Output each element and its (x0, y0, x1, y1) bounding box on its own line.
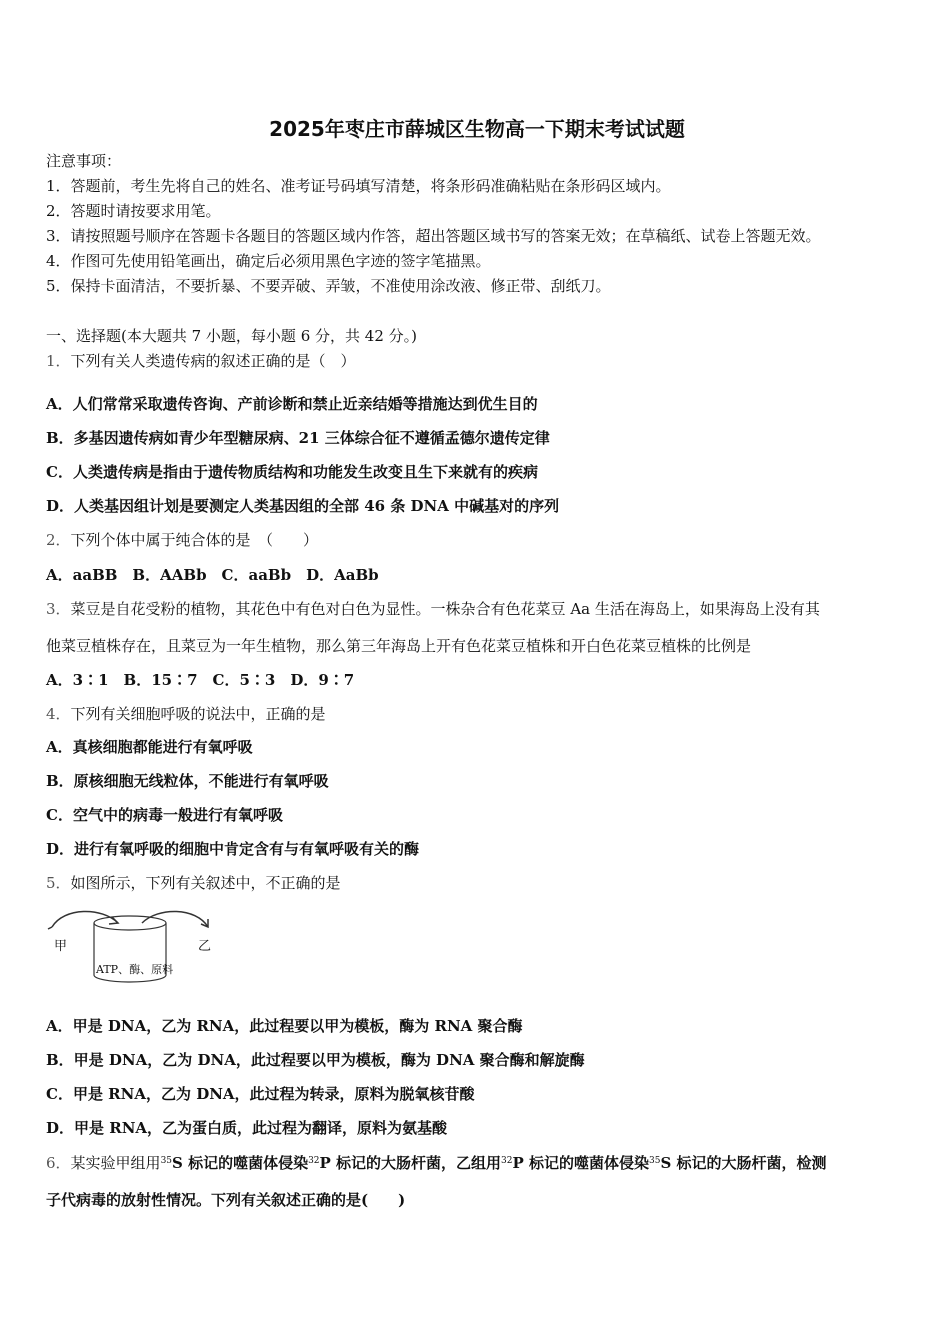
question-stem: P 标记的大肠杆菌，乙组用 (319, 1154, 502, 1172)
question-5 (46, 873, 341, 893)
question-number: 6． (46, 1154, 71, 1172)
question-stem: 下列个体中属于纯合体的是 （ ） (70, 531, 319, 549)
question-2 (46, 530, 318, 550)
q1-option-d: D．人类基因组计划是要测定人类基因组的全部 46 条 DNA 中碱基对的序列 (46, 497, 560, 515)
q2-options: A．aaBB B．AABb C．aaBb D．AaBb (46, 566, 379, 584)
notice-item-2: 2．答题时请按要求用笔。 (46, 202, 221, 220)
question-stem: S 标记的噬菌体侵染 (172, 1154, 309, 1172)
question-stem: 菜豆是自花受粉的植物，其花色中有色对白色为显性。一株杂合有色花菜豆 Aa 生活在海岛上，如果海岛上没有其 (70, 600, 820, 618)
q4-option-c: C．空气中的病毒一般进行有氧呼吸 (46, 806, 283, 824)
q1-option-c: C．人类遗传病是指由于遗传物质结构和功能发生改变且生下来就有的疾病 (46, 463, 538, 481)
question-stem: 下列有关细胞呼吸的说法中，正确的是 (70, 705, 326, 723)
notice-item-1: 1．答题前，考生先将自己的姓名、准考证号码填写清楚，将条形码准确粘贴在条形码区域内。 (46, 177, 671, 195)
notice-heading: 注意事项： (46, 152, 122, 170)
q5-figure (46, 905, 226, 985)
question-stem: S 标记的大肠杆菌，检测 (660, 1154, 827, 1172)
superscript: 35 (649, 1156, 661, 1166)
q3-options: A．3∶1 B．15∶7 C．5∶3 D．9∶7 (46, 671, 355, 689)
question-3 (46, 599, 820, 619)
page-title: 2025年枣庄市薛城区生物高一下期末考试试题 (269, 117, 685, 141)
question-number: 2． (46, 531, 71, 549)
question-stem: 某实验甲组用 (70, 1154, 161, 1172)
section-heading: 一、选择题(本大题共 7 小题，每小题 6 分，共 42 分。) (46, 327, 417, 345)
arrow-tail (48, 927, 52, 929)
question-6 (46, 1153, 827, 1173)
question-stem: 下列有关人类遗传病的叙述正确的是（ ） (70, 352, 356, 370)
notice-item-4: 4．作图可先使用铅笔画出，确定后必须用黑色字迹的签字笔描黑。 (46, 252, 491, 270)
figure-cylinder-label: ATP、酶、原料 (96, 963, 174, 976)
question-number: 4． (46, 705, 71, 723)
q5-option-d: D．甲是 RNA，乙为蛋白质，此过程为翻译，原料为氨基酸 (46, 1119, 448, 1137)
question-stem: 如图所示，下列有关叙述中，不正确的是 (70, 874, 341, 892)
question-number: 5． (46, 874, 71, 892)
q4-option-d: D．进行有氧呼吸的细胞中肯定含有与有氧呼吸有关的酶 (46, 840, 420, 858)
question-stem: P 标记的噬菌体侵染 (512, 1154, 650, 1172)
q5-option-c: C．甲是 RNA，乙为 DNA，此过程为转录，原料为脱氧核苷酸 (46, 1085, 475, 1103)
q5-option-b: B．甲是 DNA，乙为 DNA，此过程要以甲为模板，酶为 DNA 聚合酶和解旋酶 (46, 1051, 585, 1069)
question-4 (46, 704, 326, 724)
notice-item-3: 3．请按照题号顺序在答题卡各题目的答题区域内作答，超出答题区域书写的答案无效；在草稿纸、试卷上答题无效。 (46, 227, 821, 245)
q4-option-a: A．真核细胞都能进行有氧呼吸 (46, 738, 253, 756)
question-6-cont: 子代病毒的放射性情况。下列有关叙述正确的是( ) (46, 1191, 406, 1209)
figure-label-jia: 甲 (54, 939, 68, 954)
arrow-in (52, 911, 118, 927)
superscript: 35 (160, 1156, 173, 1166)
q1-option-a: A．人们常常采取遗传咨询、产前诊断和禁止近亲结婚等措施达到优生目的 (46, 395, 538, 413)
question-1 (46, 351, 356, 371)
question-3-cont: 他菜豆植株存在，且菜豆为一年生植物，那么第三年海岛上开有色花菜豆植株和开白色花菜豆植株的比例是 (46, 637, 752, 655)
arrow-out (142, 911, 208, 927)
cylinder-top (94, 916, 166, 930)
q5-option-a: A．甲是 DNA，乙为 RNA，此过程要以甲为模板，酶为 RNA 聚合酶 (46, 1017, 523, 1035)
superscript: 32 (501, 1156, 513, 1166)
q4-option-b: B．原核细胞无线粒体，不能进行有氧呼吸 (46, 772, 329, 790)
superscript: 32 (308, 1156, 320, 1166)
notice-item-5: 5．保持卡面清洁，不要折暴、不要弄破、弄皱，不准使用涂改液、修正带、刮纸刀。 (46, 277, 611, 295)
question-number: 3． (46, 600, 71, 618)
q1-option-b: B．多基因遗传病如青少年型糖尿病、21 三体综合征不遵循孟德尔遗传定律 (46, 429, 550, 447)
question-number: 1． (46, 352, 71, 370)
figure-label-yi: 乙 (198, 939, 212, 954)
